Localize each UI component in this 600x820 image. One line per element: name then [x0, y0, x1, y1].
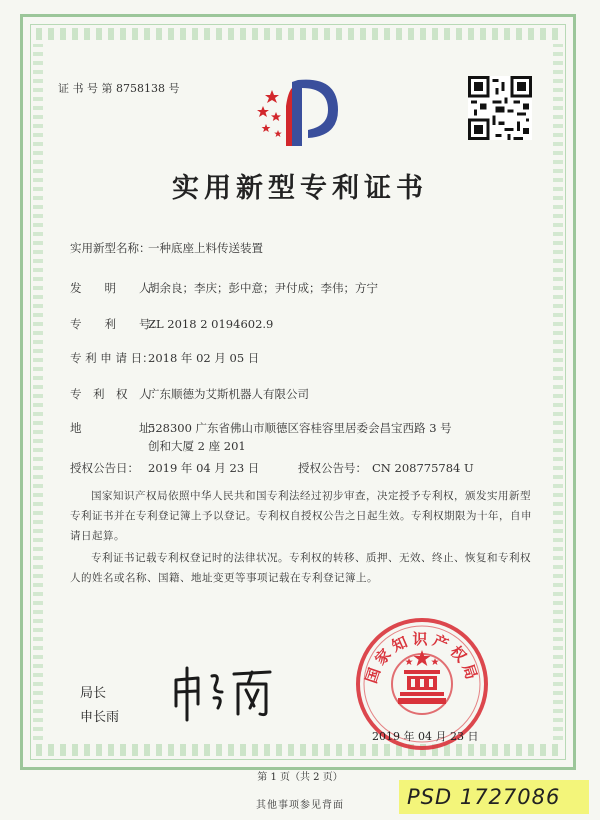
director-name: 申长雨: [80, 710, 120, 725]
certificate-statement-paragraph: 国家知识产权局依照中华人民共和国专利法经过初步审查，决定授予专利权，颁发实用新型专利证书并在专利登记簿上予以登记。专利权自授权公告之日起生效。专利权期限为十年，自申请日起算。: [70, 490, 532, 542]
filing-date-row: [70, 350, 259, 366]
certificate-legal-status-paragraph: 专利证书记载专利权登记时的法律状况。专利权的转移、质押、无效、终止、恢复和专利权人的姓名或名称、国籍、地址变更等事项记载在专利登记簿上。: [70, 552, 531, 584]
handwritten-signature-icon: [168, 662, 278, 724]
patentee-label: 专 利 权 人：: [70, 387, 162, 401]
grant-number-row: [298, 460, 474, 476]
cnipa-logo-icon: [252, 72, 352, 152]
left-ornament-band: [33, 44, 43, 740]
patentee-value: 广东顺德为艾斯机器人有限公司: [148, 387, 309, 401]
handwritten-file-label: PSD 1727086: [399, 780, 589, 814]
grant-number-value: CN 208775784 U: [372, 461, 474, 475]
grant-date-label: 授权公告日：: [70, 461, 139, 475]
filing-date-value: 2018 年 02 月 05 日: [148, 351, 260, 365]
grant-date-value: 2019 年 04 月 23 日: [148, 461, 260, 475]
utility-model-name-row: [70, 240, 263, 256]
address-label: 地 址：: [70, 421, 162, 435]
page-number: 第 1 页（共 2 页）: [257, 772, 343, 783]
utility-model-name-value: 一种底座上料传送装置: [148, 241, 263, 255]
patent-number-value: ZL 2018 2 0194602.9: [148, 317, 274, 331]
right-ornament-band: [553, 44, 563, 740]
top-ornament-band: [36, 28, 560, 40]
patentee-row: [70, 386, 309, 402]
certificate-number: 证 书 号 第 8758138 号: [58, 82, 180, 95]
certificate-title: 实用新型专利证书: [172, 173, 428, 204]
inventor-value: 胡余良；李庆；彭中意；尹付成；李伟；方宁: [148, 281, 378, 295]
grant-number-label: 授权公告号：: [298, 461, 367, 475]
address-line2-row: [148, 438, 246, 454]
address-line1: 528300 广东省佛山市顺德区容桂容里居委会昌宝西路 3 号: [148, 421, 452, 435]
inventor-row: [70, 280, 378, 296]
address-line2: 创和大厦 2 座 201: [148, 439, 246, 453]
address-row: [70, 420, 452, 436]
patent-number-row: [70, 316, 273, 332]
seal-date: 2019 年 04 月 23 日: [372, 730, 479, 743]
qr-code-icon: [468, 76, 532, 140]
director-title: 局长: [80, 686, 107, 701]
back-page-note: 其他事项参见背面: [256, 800, 344, 811]
svg-text:国家知识产权局: 国家知识产权局: [362, 630, 482, 686]
patent-number-label: 专 利 号：: [70, 317, 162, 331]
filing-date-label: 专 利 申 请 日：: [70, 351, 154, 365]
inventor-label: 发 明 人：: [70, 281, 162, 295]
grant-date-row: [70, 460, 259, 476]
utility-model-name-label: 实用新型名称：: [70, 241, 151, 255]
